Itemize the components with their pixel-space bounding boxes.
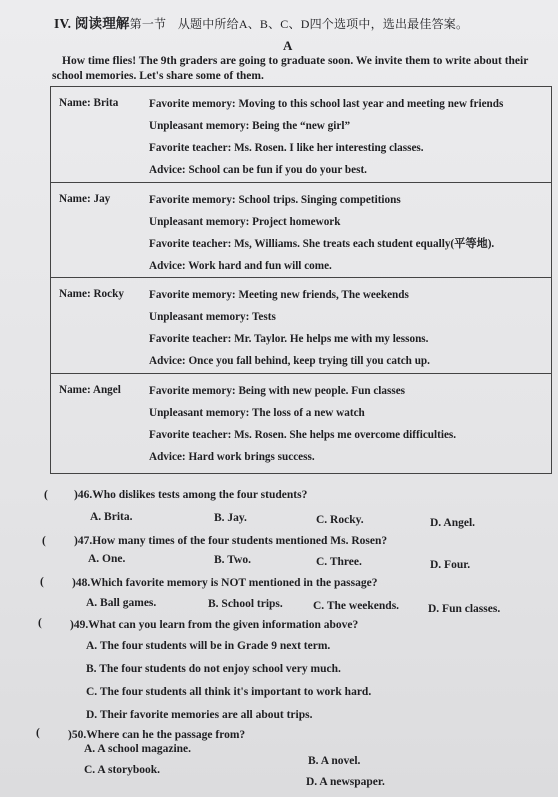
section-number: IV. bbox=[54, 16, 72, 31]
profile-name: Name: Angel bbox=[51, 374, 138, 474]
profile-line: Favorite memory: Being with new people. Fun classes bbox=[149, 385, 406, 397]
profile-line: Favorite memory: School trips. Singing competitions bbox=[149, 194, 401, 206]
option-c: C. A storybook. bbox=[84, 764, 161, 776]
profile-line: Unpleasant memory: Tests bbox=[149, 311, 276, 323]
option-d: D. Angel. bbox=[430, 517, 476, 529]
answer-blank: ( bbox=[38, 617, 42, 629]
profile-line: Advice: Work hard and fun will come. bbox=[149, 260, 332, 272]
profile-line: Unpleasant memory: The loss of a new watch bbox=[149, 407, 365, 419]
profile-line: Favorite teacher: Ms. Rosen. I like her interesting classes. bbox=[149, 142, 424, 154]
section-part: 第一节 bbox=[129, 17, 167, 31]
profile-line: Favorite memory: Meeting new friends, The weekends bbox=[149, 289, 409, 301]
option-d: D. Their favorite memories are all about trips. bbox=[86, 709, 313, 721]
option-d: D. Four. bbox=[430, 559, 471, 571]
profile-line: Favorite memory: Moving to this school last year and meeting new friends bbox=[149, 98, 504, 110]
option-b: B. The four students do not enjoy school very much. bbox=[86, 663, 341, 675]
section-instruction: 从题中所给A、B、C、D四个选项中，选出最佳答案。 bbox=[177, 17, 469, 31]
option-a: A. The four students will be in Grade 9 next term. bbox=[86, 640, 331, 652]
profile-line: Favorite teacher: Ms. Rosen. She helps me overcome difficulties. bbox=[149, 429, 457, 441]
profile-line: Advice: School can be fun if you do your best. bbox=[149, 164, 367, 176]
question-47: )47.How many times of the four students mentioned Ms. Rosen? bbox=[74, 535, 388, 547]
question-50: )50.Where can he the passage from? bbox=[68, 729, 246, 741]
section-title: 阅读理解 bbox=[74, 16, 130, 31]
profile-details bbox=[137, 87, 552, 183]
option-c: C. Rocky. bbox=[316, 514, 364, 526]
option-b: B. School trips. bbox=[208, 598, 283, 610]
profile-row bbox=[51, 374, 552, 474]
passage-letter: A bbox=[283, 38, 293, 53]
profiles-table bbox=[50, 86, 552, 474]
profile-details bbox=[137, 278, 552, 374]
profile-details bbox=[137, 183, 552, 278]
question-48: )48.Which favorite memory is NOT mentioned in the passage? bbox=[72, 577, 378, 589]
option-a: A. One. bbox=[88, 553, 126, 565]
option-b: B. Jay. bbox=[214, 512, 247, 524]
option-a: A. Ball games. bbox=[86, 597, 157, 609]
profile-line: Unpleasant memory: Project homework bbox=[149, 216, 341, 228]
profile-row bbox=[51, 87, 552, 183]
answer-blank: ( bbox=[36, 727, 40, 739]
option-b: B. A novel. bbox=[308, 755, 361, 767]
profile-line: Favorite teacher: Mr. Taylor. He helps me with my lessons. bbox=[149, 333, 429, 345]
answer-blank: ( bbox=[40, 576, 44, 588]
profile-name: Name: Rocky bbox=[51, 278, 138, 374]
passage-intro: How time flies! The 9th graders are going to graduate soon. We invite them to write about their school memories. Let's share some of them. bbox=[52, 55, 529, 82]
profile-line: Favorite teacher: Ms, Williams. She treats each student equally(平等地). bbox=[149, 238, 495, 250]
profile-line: Advice: Once you fall behind, keep trying till you catch up. bbox=[149, 355, 430, 367]
answer-blank: ( bbox=[42, 535, 46, 547]
question-49: )49.What can you learn from the given information above? bbox=[70, 619, 359, 631]
option-d: D. Fun classes. bbox=[428, 603, 501, 615]
profile-row bbox=[51, 278, 552, 374]
option-b: B. Two. bbox=[214, 554, 251, 566]
profile-line: Unpleasant memory: Being the “new girl” bbox=[149, 120, 351, 132]
option-c: C. The weekends. bbox=[313, 600, 400, 612]
profile-line: Advice: Hard work brings success. bbox=[149, 451, 315, 463]
option-c: C. The four students all think it's important to work hard. bbox=[86, 686, 372, 698]
profile-details bbox=[137, 374, 552, 474]
profile-row bbox=[51, 183, 552, 278]
profile-name: Name: Jay bbox=[51, 183, 138, 278]
option-a: A. Brita. bbox=[90, 511, 133, 523]
option-a: A. A school magazine. bbox=[84, 743, 192, 755]
question-46: )46.Who dislikes tests among the four students? bbox=[74, 489, 308, 501]
option-c: C. Three. bbox=[316, 556, 362, 568]
profile-name: Name: Brita bbox=[51, 87, 138, 183]
option-d: D. A newspaper. bbox=[306, 776, 385, 788]
answer-blank: ( bbox=[44, 489, 48, 501]
section-heading bbox=[54, 12, 468, 32]
